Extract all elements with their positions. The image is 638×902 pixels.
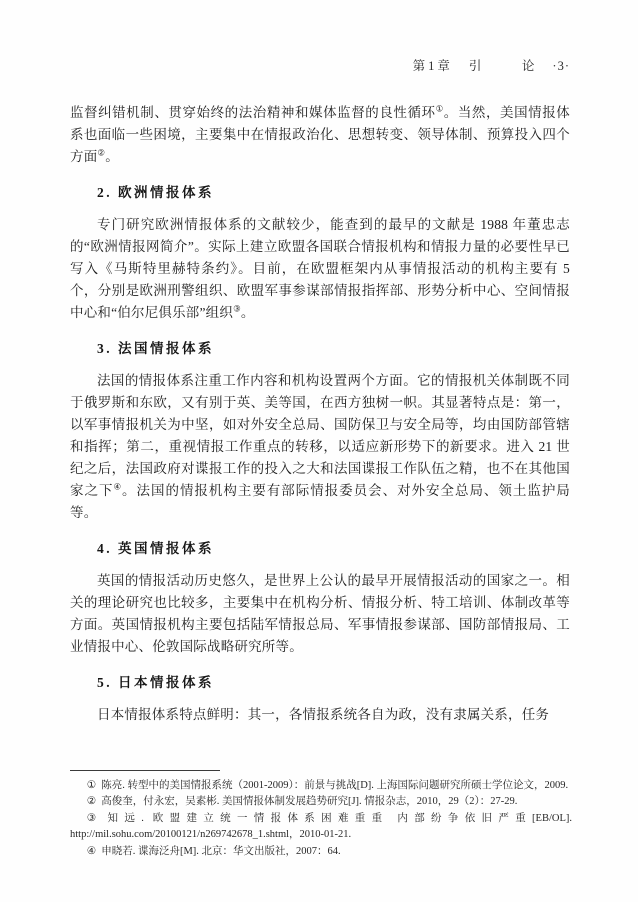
footnote-marker: ④ [86, 845, 97, 857]
footnote-marker: ① [86, 779, 97, 791]
footnote-text: 高俊奎，付永宏，吴素彬. 美国情报体制发展趋势研究[J]. 情报杂志，2010，29（2）：27-29. [101, 796, 518, 807]
footnote-text: 陈亮. 转型中的美国情报系统（2001-2009）：前景与挑战[D]. 上海国际问题研究所硕士学位论文，2009. [101, 779, 569, 791]
footnote-item [70, 778, 572, 795]
footnote-marker: ③ [86, 812, 103, 824]
paragraph-japan-intelligence: 日本情报体系特点鲜明：其一，各情报系统各自为政，没有隶属关系，任务 [97, 707, 550, 722]
paragraph-europe-intelligence: 专门研究欧洲情报体系的文献较少，能查到的最早的文献是 1988 年董忠志的“欧洲情报网简介”。实际上建立欧盟各国联合情报机构和情报力量的必要性早已写入《马斯特里赫特条约》。目前，在欧盟框架内从事情报活动的机构主要有 5 个，分别是欧洲刑警组织、欧盟军事参谋部情报指挥部、形势分析中心、空间情报中心和“伯尔尼俱乐部”组织③。 [70, 217, 570, 320]
running-header [70, 56, 570, 74]
footnote-text: 申晓若. 谍海泛舟[M]. 北京：华文出版社，2007：64. [101, 845, 341, 857]
heading-europe-intelligence: 2. 欧洲情报体系 [97, 185, 214, 200]
footnote-item [70, 844, 572, 861]
footnote-item [70, 794, 572, 811]
heading-uk-intelligence: 4. 英国情报体系 [97, 541, 214, 556]
heading-france-intelligence: 3. 法国情报体系 [97, 341, 214, 356]
heading-japan-intelligence: 5. 日本情报体系 [97, 675, 214, 690]
page-number: ·3· [552, 59, 570, 73]
footnote-marker: ② [86, 796, 97, 807]
paragraph-france-intelligence: 法国的情报体系注重工作内容和机构设置两个方面。它的情报机关体制既不同于俄罗斯和东欧，又有别于英、美等国，在西方独树一帜。其显著特点是：第一，以军事情报机关为中坚，如对外安全总局、国防保卫与安全局等，均由国防部管辖和指挥；第二，重视情报工作重点的转移，以适应新形势下的新要求。进入 21 世纪之后，法国政府对谍报工作的投入之大和法国谍报工作队伍之精，也不在其他国家之下④。法国的情报机构主要有部际情报委员会、对外安全总局、领土监护局等。 [70, 373, 571, 520]
footnote-separator-rule [70, 770, 220, 771]
footnotes-section [70, 770, 572, 861]
chapter-title: 引 论 [468, 59, 549, 73]
chapter-label: 第1章 [412, 59, 453, 73]
paragraph-us-intelligence-conclusion: 监督纠错机制、贯穿始终的法治精神和媒体监督的良性循环①。当然，美国情报体系也面临一些困境，主要集中在情报政治化、思想转变、领导体制、预算投入四个方面②。 [70, 103, 570, 164]
footnote-text: 知远. 欧盟建立统一情报体系困难重重 内部纷争依旧严重[EB/OL]. http://mil.sohu.com/20100121/n269742678_1.shtml，2010-01-21. [70, 812, 572, 840]
paragraph-uk-intelligence: 英国的情报活动历史悠久，是世界上公认的最早开展情报活动的国家之一。相关的理论研究也比较多，主要集中在机构分析、情报分析、特工培训、体制改革等方面。英国情报机构主要包括陆军情报总局、军事情报参谋部、国防部情报局、工业情报中心、伦敦国际战略研究所等。 [70, 573, 570, 654]
footnote-item [70, 811, 572, 844]
